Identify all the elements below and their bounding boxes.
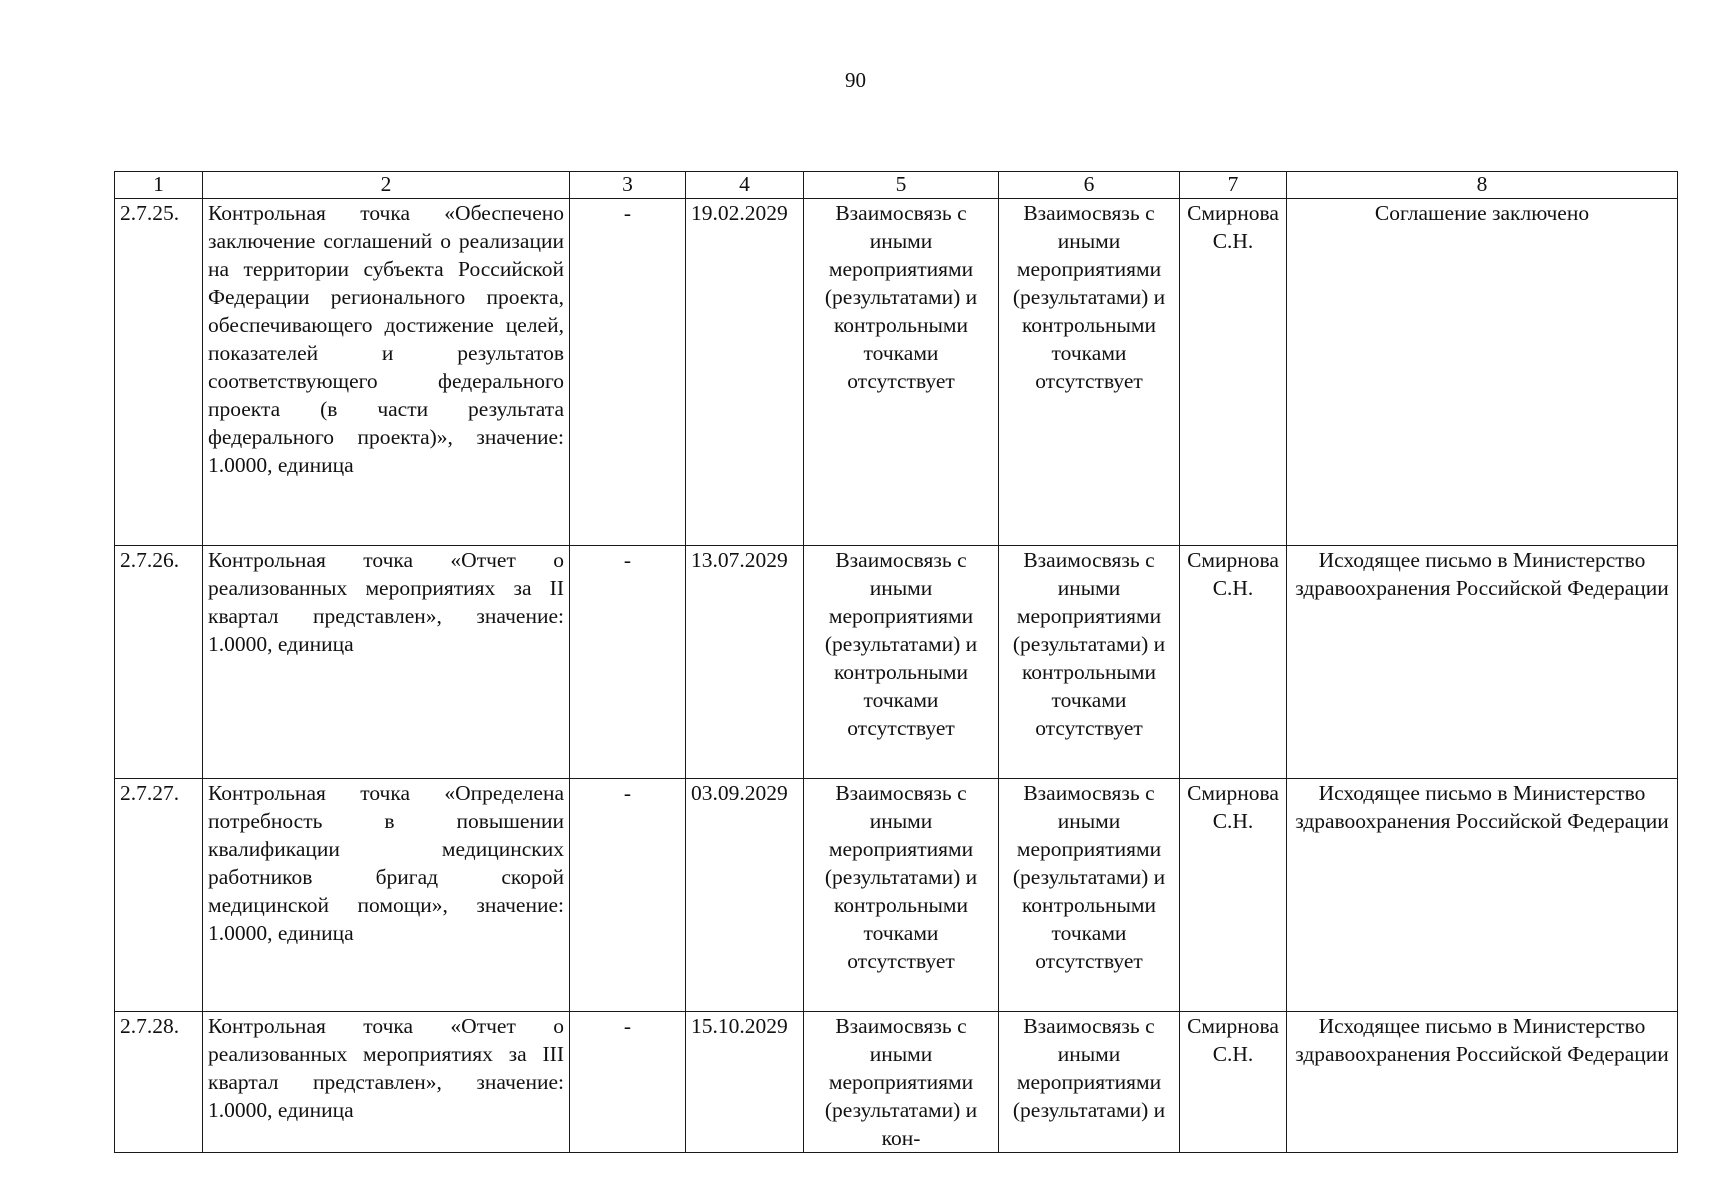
table-row (115, 1012, 1678, 1153)
page-number: 90 (845, 68, 866, 92)
relationship-successors: Взаимосвязь с иными мероприятиями (результатами) и контрольными точками отсутствует (999, 546, 1180, 779)
column-header-6: 6 (999, 172, 1180, 199)
responsible-person: Смирнова С.Н. (1180, 199, 1287, 546)
deadline-date: 15.10.2029 (686, 1012, 804, 1153)
row-number: 2.7.25. (115, 199, 203, 546)
column-header-3: 3 (570, 172, 686, 199)
confirming-document: Исходящее письмо в Министерство здравоохранения Российской Федерации (1287, 779, 1678, 1012)
column-header-4: 4 (686, 172, 804, 199)
row-number: 2.7.27. (115, 779, 203, 1012)
deadline-date: 19.02.2029 (686, 199, 804, 546)
checkpoint-description: Контрольная точка «Отчет о реализованных мероприятиях за II квартал представлен», значение: 1.0000, единица (203, 546, 570, 779)
table-row (115, 779, 1678, 1012)
relationship-predecessors: Взаимосвязь с иными мероприятиями (результатами) и контрольными точками отсутствует (804, 779, 999, 1012)
column-header-5: 5 (804, 172, 999, 199)
relationship-successors: Взаимосвязь с иными мероприятиями (результатами) и (999, 1012, 1180, 1153)
column-header-1: 1 (115, 172, 203, 199)
checkpoint-description: Контрольная точка «Отчет о реализованных мероприятиях за III квартал представлен», значение: 1.0000, единица (203, 1012, 570, 1153)
col3-value: - (570, 779, 686, 1012)
relationship-successors: Взаимосвязь с иными мероприятиями (результатами) и контрольными точками отсутствует (999, 199, 1180, 546)
col3-value: - (570, 199, 686, 546)
confirming-document: Исходящее письмо в Министерство здравоохранения Российской Федерации (1287, 546, 1678, 779)
col3-value: - (570, 546, 686, 779)
relationship-successors: Взаимосвязь с иными мероприятиями (результатами) и контрольными точками отсутствует (999, 779, 1180, 1012)
confirming-document: Исходящее письмо в Министерство здравоохранения Российской Федерации (1287, 1012, 1678, 1153)
col3-value: - (570, 1012, 686, 1153)
confirming-document: Соглашение заключено (1287, 199, 1678, 546)
row-number: 2.7.26. (115, 546, 203, 779)
column-header-8: 8 (1287, 172, 1678, 199)
column-header-2: 2 (203, 172, 570, 199)
table-row (115, 546, 1678, 779)
deadline-date: 03.09.2029 (686, 779, 804, 1012)
responsible-person: Смирнова С.Н. (1180, 779, 1287, 1012)
relationship-predecessors: Взаимосвязь с иными мероприятиями (результатами) и контрольными точками отсутствует (804, 199, 999, 546)
table-row (115, 199, 1678, 546)
row-number: 2.7.28. (115, 1012, 203, 1153)
checkpoint-description: Контрольная точка «Обеспечено заключение соглашений о реализации на территории субъекта Российской Федерации регионального проекта, обеспечивающего достижение целей, показателей и результатов соответствующего федерального проекта (в части результата федерального проекта)», значение: 1.0000, единица (203, 199, 570, 546)
plan-table (114, 171, 1678, 1153)
column-number-header-row (115, 172, 1678, 199)
deadline-date: 13.07.2029 (686, 546, 804, 779)
relationship-predecessors: Взаимосвязь с иными мероприятиями (результатами) и контрольными точками отсутствует (804, 546, 999, 779)
checkpoint-description: Контрольная точка «Определена потребность в повышении квалификации медицинских работников бригад скорой медицинской помощи», значение: 1.0000, единица (203, 779, 570, 1012)
responsible-person: Смирнова С.Н. (1180, 546, 1287, 779)
responsible-person: Смирнова С.Н. (1180, 1012, 1287, 1153)
relationship-predecessors: Взаимосвязь с иными мероприятиями (результатами) и кон- (804, 1012, 999, 1153)
column-header-7: 7 (1180, 172, 1287, 199)
